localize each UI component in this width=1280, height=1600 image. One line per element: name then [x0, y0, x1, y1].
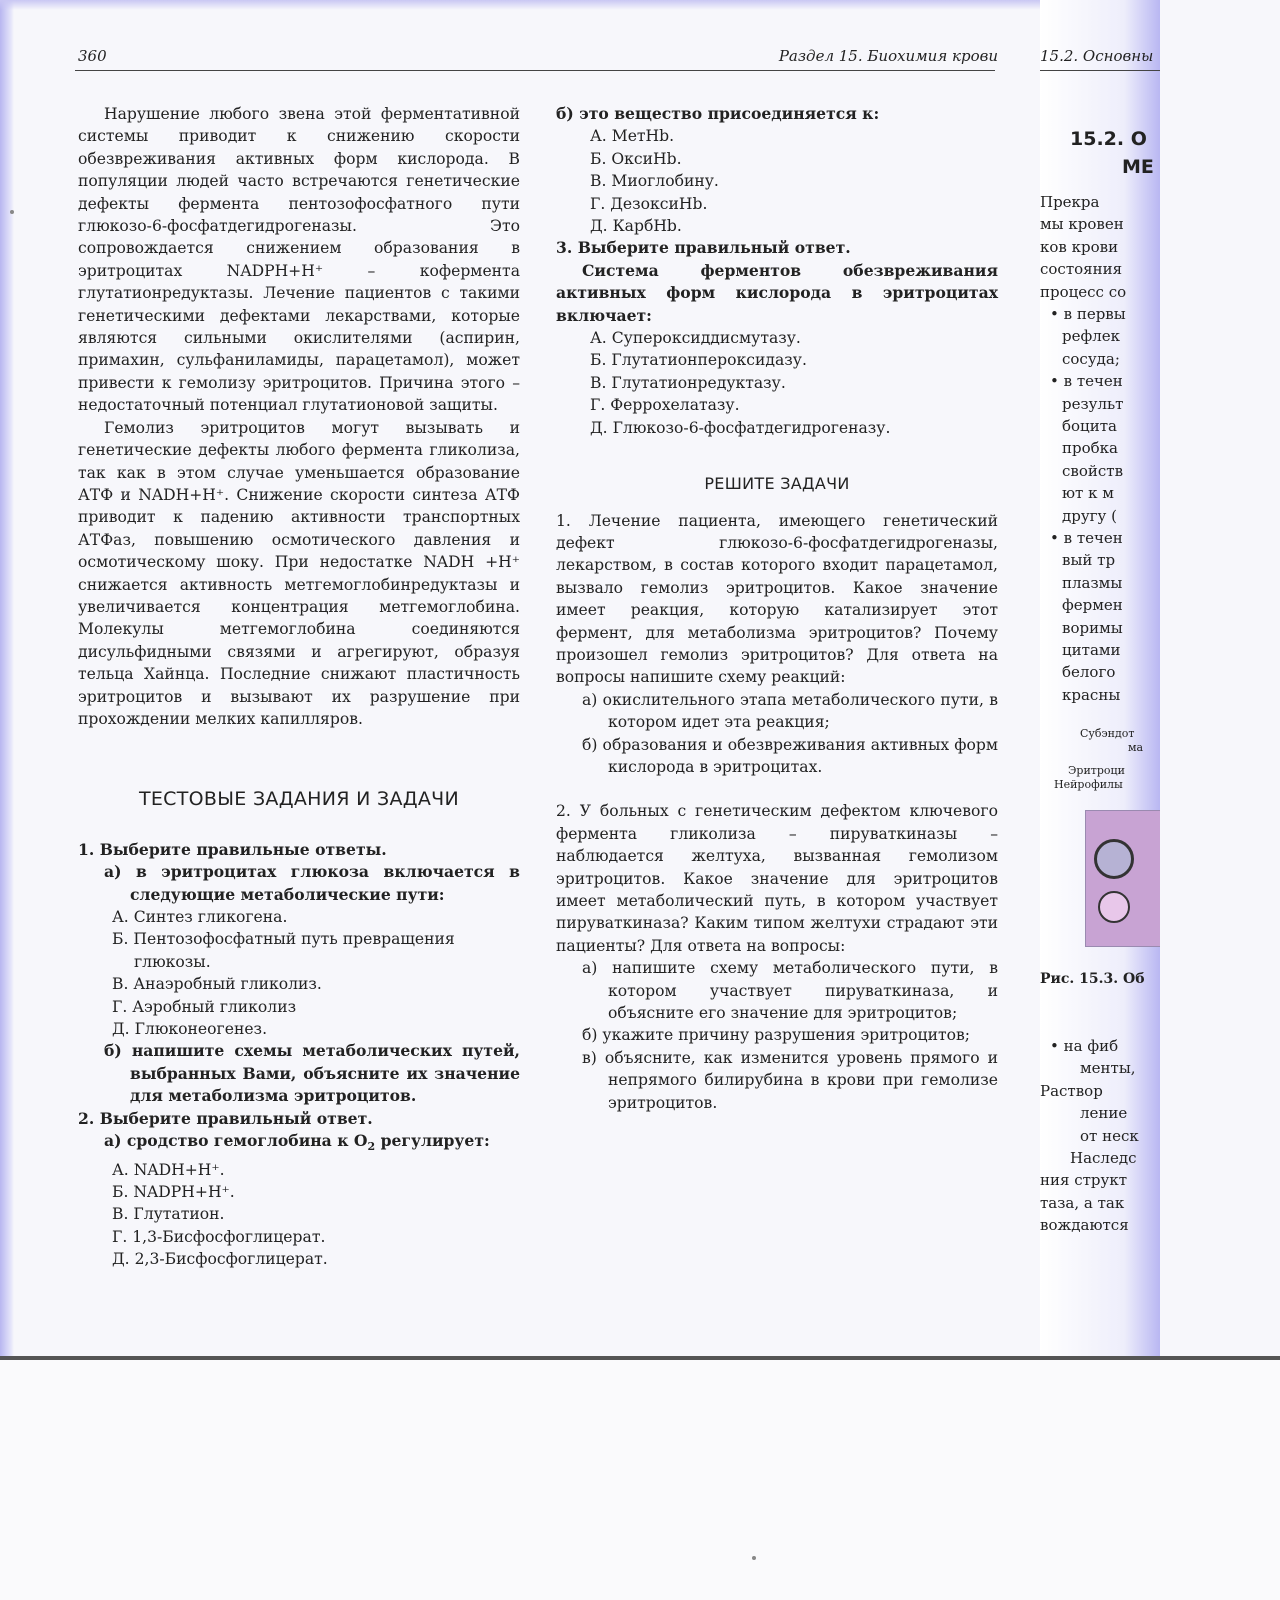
figure-illustration — [1085, 810, 1160, 947]
adjacent-page — [1040, 0, 1160, 1360]
adjacent-text-line: состояния — [1040, 260, 1123, 279]
question-1-heading: 1. Выберите правильные ответы. — [78, 839, 387, 859]
adjacent-text-line: Прекра — [1040, 193, 1100, 211]
answer-option: Б. NADPH+H⁺. — [112, 1182, 235, 1201]
answer-option: В. Анаэробный гликолиз. — [112, 975, 322, 994]
adjacent-text-line: • в течен — [1050, 372, 1123, 391]
answer-option: Б. Глутатионпероксидазу. — [590, 351, 807, 370]
adjacent-text-line: вождаются — [1040, 1216, 1129, 1235]
answer-option: Г. 1,3-Бисфосфоглицерат. — [112, 1227, 326, 1246]
adjacent-title-line: 15.2. О — [1070, 128, 1147, 150]
adjacent-text-line: результ — [1062, 394, 1124, 413]
answer-option: А. Супероксиддисмутазу. — [590, 329, 801, 348]
answer-option: В. Миоглобину. — [590, 172, 719, 191]
adjacent-text-line: пробка — [1062, 439, 1118, 458]
figure-label-line: Субэндот — [1080, 727, 1135, 740]
adjacent-text-line: ков крови — [1040, 237, 1119, 256]
adjacent-text-line: рефлек — [1062, 327, 1121, 346]
adjacent-text-line: • на фиб — [1050, 1037, 1119, 1055]
answer-option: А. Синтез гликогена. — [112, 908, 288, 926]
task-1: 1. Лечение пациента, имеющего генетический дефект глюкозо-6-фосфатдегидрогеназы, лекарством, в состав которого входит парацетамол, вызвало гемолиз эритроцитов. Какое значение имеет реакция, которую катализирует этот фермент, для метаболизма эритроцитов? Почему произошел гемолиз эритроцитов? Для ответа на вопросы напишите схему реакций: — [556, 511, 998, 687]
question-3-heading: 3. Выберите правильный ответ. — [556, 238, 851, 258]
erythrocyte-cell-icon — [1098, 891, 1130, 923]
answer-option: Б. Пентозофосфатный путь превращения глюкозы. — [112, 930, 455, 971]
answer-option: В. Глутатион. — [112, 1205, 225, 1224]
paragraph: Нарушение любого звена этой ферментативной системы приводит к снижению скорости обезвреживания активных форм кислорода. В популяции людей часто встречаются генетические дефекты фермента пентозофосфатного пути глюкозо-6-фосфатдегидрогеназы. Это сопровождается снижением образования в эритроцитах NADPH+H⁺ – кофермента глутатионредуктазы. Лечение пациентов с такими генетическими дефектами лекарствами, которые являются сильными окислителями (аспирин, примахин, сульфаниламиды, парацетамол), может привести к гемолизу эритроцитов. Причина этого – недостаточный потенциал глутатионовой защиты. — [78, 105, 520, 415]
figure-label — [1080, 727, 1143, 755]
adjacent-text-line: свойств — [1062, 461, 1124, 480]
answer-option: Г. Феррохелатазу. — [590, 396, 740, 415]
subscript: 2 — [367, 1140, 376, 1154]
adjacent-text-line: боцита — [1062, 417, 1117, 435]
neutrophil-cell-icon — [1094, 839, 1134, 879]
task-2-sub: а) напишите схему метаболического пути, в котором участвует пируваткиназа, и объясните его значение для эритроцитов; — [582, 959, 998, 1023]
speck — [10, 210, 14, 214]
question-2a-suffix: регулирует: — [375, 1131, 490, 1151]
paragraph: Гемолиз эритроцитов могут вызывать и генетические дефекты любого фермента гликолиза, так как в этом случае уменьшается образование АТФ и NADH+H⁺. Снижение скорости синтеза АТФ приводит к падению активности транспортных АТФаз, повышению осмотического давления и осмотическому шоку. При недостатке NADH +H⁺ снижается активность метгемоглобинредуктазы и увеличивается концентрация метгемоглобина. Молекулы метгемоглобина соединяются дисульфидными связями и агрегируют, образуя тельца Хайнца. Последние снижают пластичность эритроцитов и вызывают их разрушение при прохождении мелких капилляров. — [78, 418, 520, 728]
adjacent-text-line: красны — [1062, 685, 1121, 704]
adjacent-text-line: ния структ — [1040, 1171, 1128, 1190]
adjacent-text-line: вый тр — [1062, 551, 1116, 570]
adjacent-text-line: воримы — [1062, 618, 1123, 637]
answer-option: А. NADH+H⁺. — [112, 1160, 225, 1179]
adjacent-text-line: • в течен — [1050, 529, 1123, 547]
header-rule — [75, 70, 995, 71]
figure-label — [1054, 764, 1125, 792]
answer-option: А. МетHb. — [590, 127, 675, 146]
figure-caption: Рис. 15.3. Об — [1040, 971, 1145, 987]
adjacent-text-line: Наследс — [1070, 1149, 1137, 1167]
question-2b: б) это вещество присоединяется к: — [556, 104, 880, 123]
answer-option: Д. 2,3-Бисфосфоглицерат. — [112, 1250, 328, 1269]
adjacent-text-line: Раствор — [1040, 1081, 1103, 1100]
answer-option: Б. ОксиHb. — [590, 149, 682, 168]
figure-label-line: Нейрофилы — [1054, 778, 1123, 791]
adjacent-text-line: таза, а так — [1040, 1193, 1125, 1212]
question-3-text: Система ферментов обезвреживания активных форм кислорода в эритроцитах включает: — [556, 260, 998, 325]
task-1-sub: б) образования и обезвреживания активных форм кислорода в эритроцитах. — [582, 735, 998, 776]
figure-label-line: ма — [1128, 741, 1144, 754]
task-1-sub: а) окислительного этапа метаболического пути, в котором идет эта реакция; — [582, 690, 998, 732]
adjacent-text-line: плазмы — [1062, 573, 1123, 592]
adjacent-title-line: МЕ — [1122, 156, 1154, 178]
adjacent-text-line: цитами — [1062, 641, 1121, 659]
answer-option: Г. ДезоксиHb. — [590, 194, 708, 213]
scan-edge-left — [0, 0, 14, 1360]
adjacent-text-line: фермен — [1062, 596, 1123, 615]
adjacent-text-line: ют к м — [1062, 484, 1114, 503]
adjacent-text-line: другу ( — [1062, 506, 1117, 525]
background-right — [1160, 0, 1280, 1360]
answer-option: Д. Глюконеогенез. — [112, 1020, 268, 1039]
running-head: Раздел 15. Биохимия крови — [778, 47, 998, 65]
right-column — [556, 103, 998, 1114]
section-title: ТЕСТОВЫЕ ЗАДАНИЯ И ЗАДАЧИ — [138, 788, 460, 811]
question-2a-text: а) сродство гемоглобина к O — [104, 1131, 368, 1151]
adjacent-text-line: сосуда; — [1062, 349, 1120, 368]
figure-label-line: Эритроци — [1068, 764, 1125, 777]
adjacent-section-title — [1070, 125, 1154, 181]
scanner-bed — [0, 1360, 1280, 1600]
adjacent-running-head: 15.2. Основны — [1040, 47, 1154, 65]
adjacent-text-line: мы кровен — [1040, 215, 1124, 234]
spacer — [556, 778, 998, 800]
answer-option: Д. КарбHb. — [590, 217, 682, 236]
speck — [752, 1556, 756, 1560]
answer-option: В. Глутатионредуктазу. — [590, 373, 786, 392]
adjacent-header-rule — [1040, 70, 1160, 71]
question-1b: б) напишите схемы метаболических путей, выбранных Вами, объясните их значение для метаболизма эритроцитов. — [104, 1041, 520, 1106]
question-1a: а) в эритроцитах глюкоза включается в следующие метаболические пути: — [104, 862, 520, 904]
adjacent-text-line: • в первы — [1050, 305, 1126, 323]
left-column — [78, 103, 520, 1271]
answer-option: Д. Глюкозо-6-фосфатдегидрогеназу. — [590, 418, 891, 437]
task-2-sub: в) объясните, как изменится уровень прямого и непрямого билирубина в крови при гемолизе эритроцитов. — [582, 1048, 998, 1112]
tasks-title: РЕШИТЕ ЗАДАЧИ — [704, 474, 850, 494]
scan-edge-top — [0, 0, 1040, 10]
question-2-heading: 2. Выберите правильный ответ. — [78, 1108, 373, 1128]
adjacent-text-line: ление — [1080, 1104, 1128, 1123]
answer-option: Г. Аэробный гликолиз — [112, 997, 297, 1016]
adjacent-text-line: белого — [1062, 663, 1116, 682]
adjacent-text-line: процесс со — [1040, 282, 1127, 301]
question-2a — [78, 1130, 520, 1159]
task-2-sub: б) укажите причину разрушения эритроцитов; — [582, 1026, 971, 1045]
task-2: 2. У больных с генетическим дефектом ключевого фермента гликолиза – пируваткиназы – наблюдается желтуха, вызванная гемолизом эритроцитов. Какое значение для эритроцитов имеет метаболический путь, в котором участвует пируваткиназа? Каким типом желтухи страдают эти пациенты? Для ответа на вопросы: — [556, 802, 998, 955]
adjacent-text-line: от неск — [1080, 1126, 1139, 1145]
page-number: 360 — [78, 47, 107, 65]
adjacent-text-line: менты, — [1080, 1059, 1136, 1078]
